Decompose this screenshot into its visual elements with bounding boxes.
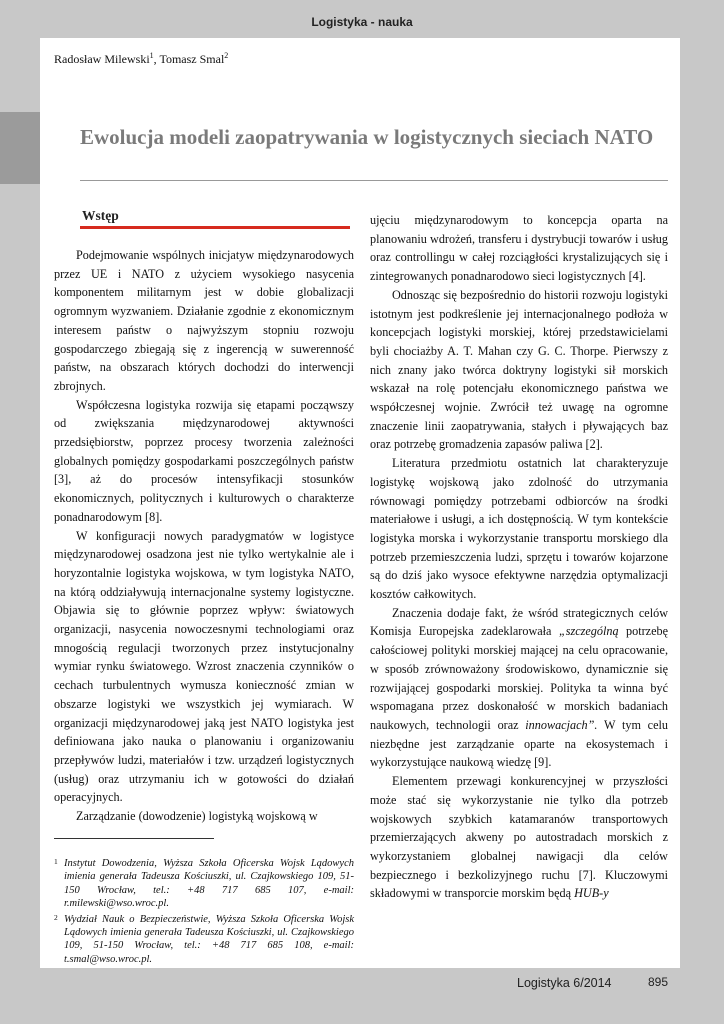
paragraph: Zarządzanie (dowodzenie) logistyką wojskową w [76,809,318,824]
right-margin-band [680,38,724,968]
text-run: W tym celu niezbędne jest zarządzanie oparte na ekosystemach i wykorzystujące naukową wiedzę [9]. [370,717,668,770]
running-header: Logistyka - nauka [311,15,413,29]
paragraph: Literatura przedmiotu ostatnich lat charakteryzuje logistykę wojskową jako zdolność do utrzymania równowagi pomiędzy potrzebami odbiorców na środki materiałowe i usługi, a ich dostępnością. W tym kontekście logistyka morska i wykorzystanie transportu morskiego dla potrzeb przemieszczenia ludzi, sprzętu i towarów kojarzone są do dziś jako wysoce efektywne narzędzia optymalizacji kosztów całkowitych. [370,456,668,602]
section-heading-rule [80,226,350,229]
footnote-text: Instytut Dowodzenia, Wyższa Szkoła Oficerska Wojsk Lądowych imienia generała Tadeusza Kościuszki, ul. Czajkowskiego 109, 51-150 Wrocław, tel.: +48 717 685 107, e-mail: r.milewski@wso.wroc.pl. [64,858,354,910]
left-column [54,246,354,826]
paragraph: Współczesna logistyka rozwija się etapami począwszy od zwiększania międzynarodowej aktywności przedsiębiorstw, poprzez procesy tworzenia zależności globalnych pomiędzy gospodarkami poszczególnych państw [3], aż do procesów intensyfikacji stosunków ekonomicznych, politycznych i kulturowych o charakterze ponadnarodowym [8]. [54,397,354,524]
footnote-text: Wydział Nauk o Bezpieczeństwie, Wyższa Szkoła Oficerska Wojsk Lądowych imienia generała Tadeusza Kościuszki, ul. Czajkowskiego 109, 51-150 Wrocław, tel.: +48 717 685 108, e-mail: t.smal@wso.wroc.pl. [64,913,354,965]
paragraph [370,604,668,772]
author-separator: , [153,52,160,66]
paragraph: Podejmowanie wspólnych inicjatyw międzynarodowych przez UE i NATO z użyciem wysokiego nasycenia komponentem militarnym jest w dobie globalizacji ogromnym wyzwaniem. Działanie zgodnie z ekonomicznym interesem państw o najwyższym stopniu rozwoju gospodarczego zbiegają się z ingerencją w suwerenność państw, na obszarach których dochodzi do interwencji zbrojnych. [54,248,354,393]
header-band [0,0,724,38]
footnote [54,857,354,911]
footer-band [0,968,724,1024]
journal-issue: Logistyka 6/2014 [517,976,612,990]
author-1-footnote-ref: 1 [149,51,154,60]
title-marker-block [0,112,40,184]
paragraph: W konfiguracji nowych paradygmatów w logistyce międzynarodowej osadzona jest nie tylko wertykalnie ale i horyzontalnie logistyka wojskowa, w tym logistyka NATO, na którą oddziaływują internacjonalne systemy logistyczne. Objawia się to głównie poprzez wpływ: światowych organizacji, nasycenia nowoczesnymi technologiami oraz mnogością regulacji tworzonych przez instytucjonalny wymiar rynku światowego. Wzrost znaczenia czynników o cechach turbulentnych wymusza konieczność zmian w obszarze logistyki we wszystkich jej wymiarach. W organizacji międzynarodowej jaką jest NATO logistyka jest definiowana jako nauka o planowaniu i organizowaniu przepływów ludzi, materiałów i tzw. urządzeń logistycznych (usług) oraz utrzymaniu ich w gotowości do działań operacyjnych. [54,528,354,805]
author-1: Radosław Milewski [54,52,150,66]
title-divider [80,180,668,181]
text-run: Znaczenia dodaje fakt, że wśród strategicznych celów Komisja Europejska zadeklarowała [370,605,668,639]
right-column [370,211,668,903]
paragraph: Odnosząc się bezpośrednio do historii rozwoju logistyki istotnym jest podkreślenie jej internacjonalnego podłoża w koncepcjach logistyki morskiej, której przedstawicielami byli chociażby A. T. Mahan czy G. C. Thorpe. Pierwszy z nich znany jako twórca doktryny logistyki sił morskich wskazał na rolę potencjału ekonomicznego państwa we współczesnej wojnie. Zwrócił też uwagę na ogromne znaczenie linii zaopatrywania, stałych i pływających baz oraz potrzebę gromadzenia zapasów paliwa [2]. [370,287,668,452]
section-heading: Wstęp [82,208,119,223]
paragraph-continued: ujęciu międzynarodowym to koncepcja oparta na planowaniu wdrożeń, transferu i dystrybucji towarów i usług oraz controllingu w całej rozciągłości krystalizujących się i zintegrowanych ponadnarodowo sieci logistycznych [4]. [370,213,668,284]
footnote-separator [54,838,214,839]
footnote-number: 2 [54,912,58,922]
quote-italic-start: „szczególną [558,624,619,639]
text-run: potrzebę całościowej polityki morskiej mającej na celu opracowanie, w sposób zrównoważony środowiskowo, dynamicznie się rozwijającej gospodarki morskiej. Polityka ta winna być wspomagana przez doskonałość w morskich badaniach naukowych, technologii oraz [370,624,668,732]
article-title: Ewolucja modeli zaopatrywania w logistycznych sieciach NATO [80,125,654,149]
left-margin-band [0,38,40,988]
footnote [54,913,354,967]
author-2-footnote-ref: 2 [224,51,229,60]
footnotes [54,857,354,968]
authors-line [54,51,228,67]
author-2: Tomasz Smal [159,52,225,66]
paragraph [370,772,668,903]
quote-italic-end: innowacjach”. [525,717,598,732]
footnote-number: 1 [54,857,58,866]
page-number: 895 [648,975,669,989]
term-italic: HUB-y [574,886,609,901]
text-run: Elementem przewagi konkurencyjnej w przyszłości może stać się wykorzystanie nie tylko dla potrzeb wojskowych szybkich katamaranów transportowych przemierzających akweny po autostradach morskich z wykorzystaniem globalnej nawigacji dla celów bezpiecznego i bezkolizyjnego ruchu [7]. Kluczowymi składowymi w transporcie morskim będą [370,774,668,901]
